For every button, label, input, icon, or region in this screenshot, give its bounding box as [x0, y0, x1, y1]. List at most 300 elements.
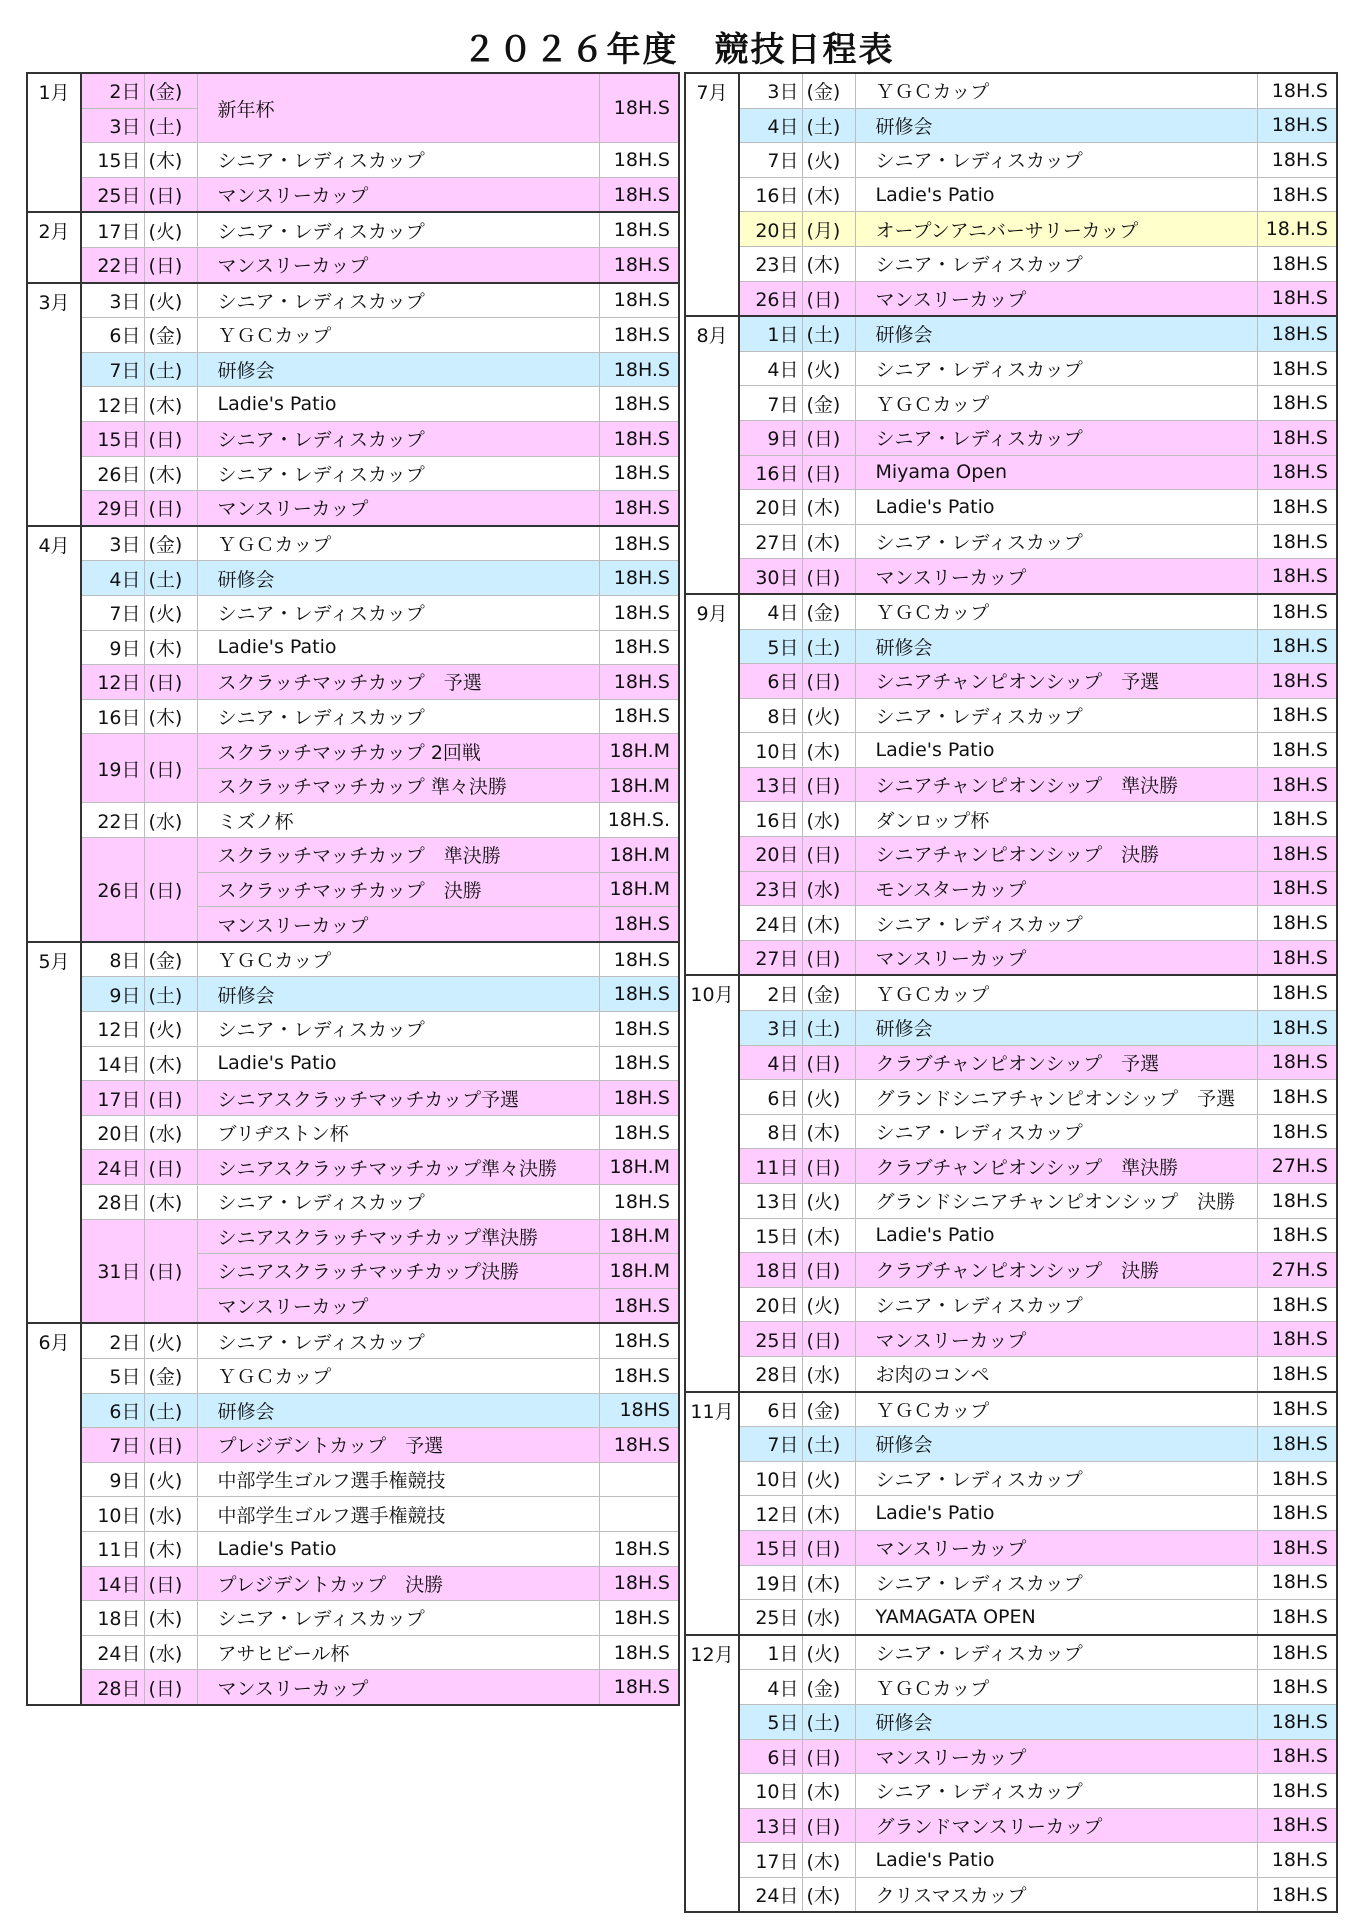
day-cell: 5日 — [81, 1358, 144, 1393]
table-row — [27, 1150, 679, 1185]
holes-cell: 18H.S — [1257, 940, 1337, 975]
weekday-cell: (火) — [802, 698, 855, 733]
weekday-cell: (日) — [802, 1045, 855, 1080]
event-cell: Ladie's Patio — [855, 733, 1257, 768]
day-cell: 3日 — [739, 73, 802, 108]
table-row — [685, 1253, 1337, 1288]
weekday-cell: (土) — [802, 1011, 855, 1046]
day-cell: 22日 — [81, 803, 144, 838]
day-cell: 23日 — [739, 871, 802, 906]
holes-cell: 18H.S — [1257, 594, 1337, 629]
weekday-cell: (日) — [144, 1219, 197, 1323]
day-cell: 10日 — [739, 733, 802, 768]
day-cell: 4日 — [739, 108, 802, 143]
event-cell: 研修会 — [197, 352, 599, 387]
weekday-cell: (水) — [802, 802, 855, 837]
event-cell: Ladie's Patio — [855, 1843, 1257, 1878]
weekday-cell: (土) — [144, 561, 197, 596]
event-cell: シニア・レディスカップ — [197, 1601, 599, 1636]
day-cell: 13日 — [739, 1808, 802, 1843]
holes-cell: 18H.S — [599, 352, 679, 387]
weekday-cell: (木) — [144, 456, 197, 491]
weekday-cell: (木) — [802, 1877, 855, 1912]
event-cell: ＹＧＣカップ — [197, 526, 599, 561]
day-cell: 10日 — [739, 1774, 802, 1809]
event-cell: シニア・レディスカップ — [855, 1774, 1257, 1809]
event-cell: シニアチャンピオンシップ 予選 — [855, 664, 1257, 699]
weekday-cell: (木) — [144, 1601, 197, 1636]
weekday-cell: (木) — [802, 1843, 855, 1878]
holes-cell: 18H.S — [1257, 1427, 1337, 1462]
holes-cell: 18H.S — [1257, 837, 1337, 872]
event-cell: ＹＧＣカップ — [855, 386, 1257, 421]
day-cell: 16日 — [739, 177, 802, 212]
table-row — [685, 490, 1337, 525]
table-row — [27, 526, 679, 561]
holes-cell: 18H.S — [1257, 1530, 1337, 1565]
day-cell: 17日 — [81, 212, 144, 247]
month-label: 12月 — [685, 1635, 739, 1913]
holes-cell: 18H.S — [599, 1115, 679, 1150]
table-row — [685, 1739, 1337, 1774]
day-cell: 7日 — [739, 143, 802, 178]
weekday-cell: (日) — [802, 767, 855, 802]
weekday-cell: (火) — [144, 1462, 197, 1497]
event-cell: マンスリーカップ — [197, 1670, 599, 1705]
table-row — [685, 1149, 1337, 1184]
table-row — [27, 283, 679, 318]
holes-cell: 18H.S — [1257, 1356, 1337, 1391]
table-row — [27, 1670, 679, 1705]
table-row — [27, 977, 679, 1012]
event-cell: アサヒビール杯 — [197, 1635, 599, 1670]
weekday-cell: (金) — [144, 526, 197, 561]
holes-cell: 18H.S — [1257, 698, 1337, 733]
day-cell: 24日 — [81, 1635, 144, 1670]
weekday-cell: (金) — [144, 73, 197, 108]
weekday-cell: (土) — [802, 629, 855, 664]
event-cell: Ladie's Patio — [197, 630, 599, 665]
day-cell: 16日 — [739, 802, 802, 837]
table-row — [685, 1565, 1337, 1600]
weekday-cell: (日) — [144, 247, 197, 282]
month-label: 8月 — [685, 316, 739, 594]
day-cell: 7日 — [739, 386, 802, 421]
weekday-cell: (木) — [144, 1185, 197, 1220]
holes-cell: 18H.S — [599, 212, 679, 247]
weekday-cell: (木) — [144, 143, 197, 178]
schedule-table-jul-dec — [684, 72, 1338, 1913]
event-cell: シニア・レディスカップ — [855, 524, 1257, 559]
table-row — [685, 802, 1337, 837]
weekday-cell: (火) — [802, 1287, 855, 1322]
day-cell: 24日 — [739, 1877, 802, 1912]
weekday-cell: (金) — [802, 594, 855, 629]
holes-cell: 18H.S — [599, 1288, 679, 1323]
day-cell: 15日 — [739, 1218, 802, 1253]
event-cell: 中部学生ゴルフ選手権競技 — [197, 1497, 599, 1532]
weekday-cell: (土) — [144, 108, 197, 143]
event-cell: マンスリーカップ — [197, 907, 599, 942]
table-row — [27, 1012, 679, 1047]
month-label: 11月 — [685, 1392, 739, 1635]
day-cell: 3日 — [81, 526, 144, 561]
event-cell: 研修会 — [855, 108, 1257, 143]
holes-cell: 18H.S — [1257, 871, 1337, 906]
day-cell: 27日 — [739, 524, 802, 559]
holes-cell: 18H.S — [1257, 1287, 1337, 1322]
event-cell: Ladie's Patio — [855, 490, 1257, 525]
weekday-cell: (水) — [802, 1600, 855, 1635]
day-cell: 20日 — [739, 490, 802, 525]
day-cell: 6日 — [81, 318, 144, 353]
holes-cell: 18H.S — [1257, 143, 1337, 178]
weekday-cell: (日) — [802, 1739, 855, 1774]
day-cell: 12日 — [81, 665, 144, 700]
day-cell: 26日 — [739, 281, 802, 316]
weekday-cell: (月) — [802, 212, 855, 247]
day-cell: 26日 — [81, 838, 144, 942]
event-cell: グランドマンスリーカップ — [855, 1808, 1257, 1843]
weekday-cell: (火) — [802, 1635, 855, 1670]
event-cell: シニア・レディスカップ — [197, 421, 599, 456]
table-row — [685, 420, 1337, 455]
weekday-cell: (水) — [144, 1497, 197, 1532]
table-row — [27, 1185, 679, 1220]
holes-cell: 18H.S — [1257, 1496, 1337, 1531]
event-cell: オープンアニバーサリーカップ — [855, 212, 1257, 247]
table-row — [685, 351, 1337, 386]
day-cell: 24日 — [739, 906, 802, 941]
day-cell: 6日 — [81, 1393, 144, 1428]
table-row — [685, 767, 1337, 802]
day-cell: 3日 — [81, 108, 144, 143]
holes-cell: 18H.S — [599, 1012, 679, 1047]
event-cell: シニアスクラッチマッチカップ予選 — [197, 1081, 599, 1116]
day-cell: 19日 — [81, 734, 144, 803]
table-row — [685, 871, 1337, 906]
holes-cell: 18H.S — [599, 526, 679, 561]
day-cell: 14日 — [81, 1566, 144, 1601]
weekday-cell: (水) — [144, 1635, 197, 1670]
holes-cell: 18H.S — [1257, 559, 1337, 594]
day-cell: 11日 — [81, 1531, 144, 1566]
weekday-cell: (木) — [802, 524, 855, 559]
day-cell: 9日 — [81, 977, 144, 1012]
holes-cell: 18H.S — [599, 977, 679, 1012]
holes-cell: 18H.S — [1257, 73, 1337, 108]
holes-cell: 18H.S — [599, 247, 679, 282]
holes-cell: 18H.S — [1257, 524, 1337, 559]
table-row — [27, 1081, 679, 1116]
weekday-cell: (木) — [802, 733, 855, 768]
holes-cell: 18H.S — [1257, 629, 1337, 664]
day-cell: 25日 — [739, 1600, 802, 1635]
holes-cell: 18H.S — [599, 143, 679, 178]
day-cell: 23日 — [739, 246, 802, 281]
day-cell: 3日 — [739, 1011, 802, 1046]
day-cell: 16日 — [81, 699, 144, 734]
month-label: 3月 — [27, 283, 81, 526]
holes-cell: 18H.S — [1257, 1392, 1337, 1427]
event-cell: 中部学生ゴルフ選手権競技 — [197, 1462, 599, 1497]
event-cell: シニア・レディスカップ — [855, 906, 1257, 941]
weekday-cell: (金) — [802, 386, 855, 421]
table-row — [27, 838, 679, 873]
weekday-cell: (日) — [144, 1150, 197, 1185]
weekday-cell: (金) — [144, 942, 197, 977]
table-row — [27, 942, 679, 977]
event-cell: マンスリーカップ — [855, 559, 1257, 594]
event-cell: グランドシニアチャンピオンシップ 決勝 — [855, 1184, 1257, 1219]
holes-cell: 18H.S — [1257, 455, 1337, 490]
weekday-cell: (日) — [802, 455, 855, 490]
table-row — [685, 1496, 1337, 1531]
holes-cell: 18H.S — [1257, 1011, 1337, 1046]
holes-cell: 18H.S — [1257, 767, 1337, 802]
day-cell: 25日 — [81, 177, 144, 212]
day-cell: 7日 — [81, 352, 144, 387]
month-label: 4月 — [27, 526, 81, 942]
holes-cell: 18H.S — [599, 942, 679, 977]
table-row — [27, 1115, 679, 1150]
table-row — [685, 143, 1337, 178]
holes-cell: 27H.S — [1257, 1149, 1337, 1184]
event-cell: YAMAGATA OPEN — [855, 1600, 1257, 1635]
day-cell: 10日 — [81, 1497, 144, 1532]
holes-cell: 18H.S — [599, 283, 679, 318]
month-label: 10月 — [685, 975, 739, 1391]
day-cell: 8日 — [81, 942, 144, 977]
event-cell: 研修会 — [197, 977, 599, 1012]
holes-cell: 18H.S — [1257, 1600, 1337, 1635]
table-row — [685, 73, 1337, 108]
table-row — [685, 1011, 1337, 1046]
event-cell: マンスリーカップ — [855, 940, 1257, 975]
holes-cell: 18H.S — [599, 630, 679, 665]
holes-cell: 18H.S — [1257, 1461, 1337, 1496]
event-cell: 研修会 — [855, 316, 1257, 351]
day-cell: 15日 — [81, 143, 144, 178]
holes-cell: 18.H.S — [1257, 212, 1337, 247]
table-row — [685, 386, 1337, 421]
event-cell: シニアチャンピオンシップ 決勝 — [855, 837, 1257, 872]
table-row — [27, 803, 679, 838]
holes-cell: 18H.S — [599, 73, 679, 143]
event-cell: ブリヂストン杯 — [197, 1115, 599, 1150]
weekday-cell: (日) — [802, 1149, 855, 1184]
day-cell: 25日 — [739, 1322, 802, 1357]
event-cell: スクラッチマッチカップ 決勝 — [197, 872, 599, 907]
weekday-cell: (金) — [802, 975, 855, 1010]
holes-cell: 18H.S — [599, 1635, 679, 1670]
day-cell: 9日 — [81, 1462, 144, 1497]
event-cell: シニア・レディスカップ — [197, 699, 599, 734]
table-row — [27, 1046, 679, 1081]
holes-cell: 18H.S — [599, 387, 679, 422]
event-cell: マンスリーカップ — [197, 1288, 599, 1323]
day-cell: 19日 — [739, 1565, 802, 1600]
event-cell: シニアチャンピオンシップ 準決勝 — [855, 767, 1257, 802]
table-row — [27, 1358, 679, 1393]
month-label: 9月 — [685, 594, 739, 976]
holes-cell: 18H.S — [599, 318, 679, 353]
weekday-cell: (木) — [144, 387, 197, 422]
holes-cell: 18H.S — [1257, 664, 1337, 699]
event-cell: ＹＧＣカップ — [855, 73, 1257, 108]
table-row — [685, 837, 1337, 872]
table-row — [27, 734, 679, 769]
event-cell: Miyama Open — [855, 455, 1257, 490]
event-cell: 研修会 — [855, 629, 1257, 664]
table-row — [685, 1218, 1337, 1253]
weekday-cell: (日) — [144, 838, 197, 942]
table-row — [685, 524, 1337, 559]
event-cell: スクラッチマッチカップ 準々決勝 — [197, 768, 599, 803]
weekday-cell: (金) — [144, 1358, 197, 1393]
holes-cell: 18H.S — [599, 1046, 679, 1081]
table-row — [27, 1428, 679, 1463]
weekday-cell: (火) — [802, 1184, 855, 1219]
weekday-cell: (日) — [144, 734, 197, 803]
table-row — [685, 1808, 1337, 1843]
table-row — [685, 1114, 1337, 1149]
weekday-cell: (土) — [144, 352, 197, 387]
weekday-cell: (水) — [802, 1356, 855, 1391]
event-cell: マンスリーカップ — [855, 1322, 1257, 1357]
table-row — [685, 1045, 1337, 1080]
weekday-cell: (水) — [144, 803, 197, 838]
event-cell: シニア・レディスカップ — [855, 698, 1257, 733]
day-cell: 7日 — [739, 1427, 802, 1462]
day-cell: 7日 — [81, 1428, 144, 1463]
holes-cell: 18H.S — [1257, 246, 1337, 281]
holes-cell: 18H.M — [599, 1219, 679, 1254]
event-cell: ＹＧＣカップ — [197, 942, 599, 977]
holes-cell — [599, 1497, 679, 1532]
holes-cell: 18H.S — [1257, 1565, 1337, 1600]
day-cell: 20日 — [81, 1115, 144, 1150]
day-cell: 17日 — [739, 1843, 802, 1878]
holes-cell: 18H.S — [1257, 906, 1337, 941]
day-cell: 22日 — [81, 247, 144, 282]
day-cell: 28日 — [739, 1356, 802, 1391]
weekday-cell: (日) — [802, 1322, 855, 1357]
holes-cell: 18HS — [599, 1393, 679, 1428]
holes-cell: 18H.M — [599, 1254, 679, 1289]
holes-cell: 18H.S — [599, 456, 679, 491]
holes-cell: 18H.S. — [599, 803, 679, 838]
event-cell: クラブチャンピオンシップ 予選 — [855, 1045, 1257, 1080]
weekday-cell: (木) — [802, 1565, 855, 1600]
event-cell: シニア・レディスカップ — [855, 1461, 1257, 1496]
weekday-cell: (火) — [144, 1323, 197, 1358]
event-cell: シニア・レディスカップ — [855, 143, 1257, 178]
table-row — [27, 318, 679, 353]
table-row — [685, 1287, 1337, 1322]
table-row — [27, 1219, 679, 1254]
weekday-cell: (日) — [802, 1253, 855, 1288]
holes-cell: 18H.S — [1257, 177, 1337, 212]
holes-cell: 18H.M — [599, 872, 679, 907]
weekday-cell: (日) — [144, 1081, 197, 1116]
weekday-cell: (土) — [144, 977, 197, 1012]
weekday-cell: (木) — [144, 1046, 197, 1081]
holes-cell: 18H.S — [1257, 386, 1337, 421]
table-row — [685, 664, 1337, 699]
weekday-cell: (木) — [802, 1496, 855, 1531]
event-cell: 研修会 — [855, 1427, 1257, 1462]
table-row — [685, 1184, 1337, 1219]
table-row — [685, 559, 1337, 594]
event-cell: 新年杯 — [197, 73, 599, 143]
table-row — [27, 352, 679, 387]
event-cell: 研修会 — [855, 1011, 1257, 1046]
table-row — [685, 1670, 1337, 1705]
event-cell: スクラッチマッチカップ 予選 — [197, 665, 599, 700]
day-cell: 4日 — [81, 561, 144, 596]
weekday-cell: (日) — [802, 940, 855, 975]
day-cell: 24日 — [81, 1150, 144, 1185]
day-cell: 12日 — [81, 1012, 144, 1047]
holes-cell: 18H.S — [599, 491, 679, 526]
holes-cell: 18H.S — [1257, 1114, 1337, 1149]
page-title: ２０２６年度 競技日程表 — [462, 30, 895, 70]
holes-cell: 18H.S — [1257, 108, 1337, 143]
day-cell: 3日 — [81, 283, 144, 318]
table-row — [685, 1774, 1337, 1809]
day-cell: 2日 — [81, 73, 144, 108]
month-label: 7月 — [685, 73, 739, 316]
table-row — [27, 699, 679, 734]
weekday-cell: (土) — [802, 1427, 855, 1462]
holes-cell: 18H.S — [599, 177, 679, 212]
weekday-cell: (木) — [144, 1531, 197, 1566]
day-cell: 10日 — [739, 1461, 802, 1496]
day-cell: 8日 — [739, 698, 802, 733]
day-cell: 16日 — [739, 455, 802, 490]
weekday-cell: (日) — [144, 1566, 197, 1601]
event-cell: ＹＧＣカップ — [855, 1392, 1257, 1427]
event-cell: ミズノ杯 — [197, 803, 599, 838]
table-row — [685, 1356, 1337, 1391]
holes-cell: 18H.S — [599, 1566, 679, 1601]
table-row — [685, 733, 1337, 768]
table-row — [685, 1530, 1337, 1565]
event-cell: クリスマスカップ — [855, 1877, 1257, 1912]
event-cell: シニアスクラッチマッチカップ決勝 — [197, 1254, 599, 1289]
event-cell: マンスリーカップ — [855, 1530, 1257, 1565]
table-row — [685, 316, 1337, 351]
weekday-cell: (水) — [144, 1115, 197, 1150]
weekday-cell: (木) — [802, 246, 855, 281]
holes-cell: 18H.S — [1257, 1080, 1337, 1115]
event-cell: シニア・レディスカップ — [197, 212, 599, 247]
holes-cell: 18H.S — [1257, 1045, 1337, 1080]
event-cell: シニア・レディスカップ — [197, 595, 599, 630]
table-row — [27, 73, 679, 108]
holes-cell: 18H.S — [599, 561, 679, 596]
weekday-cell: (水) — [802, 871, 855, 906]
table-row — [27, 1497, 679, 1532]
table-row — [27, 1393, 679, 1428]
weekday-cell: (木) — [802, 177, 855, 212]
table-row — [27, 143, 679, 178]
event-cell: Ladie's Patio — [855, 177, 1257, 212]
weekday-cell: (火) — [144, 212, 197, 247]
event-cell: シニア・レディスカップ — [197, 143, 599, 178]
weekday-cell: (日) — [802, 559, 855, 594]
